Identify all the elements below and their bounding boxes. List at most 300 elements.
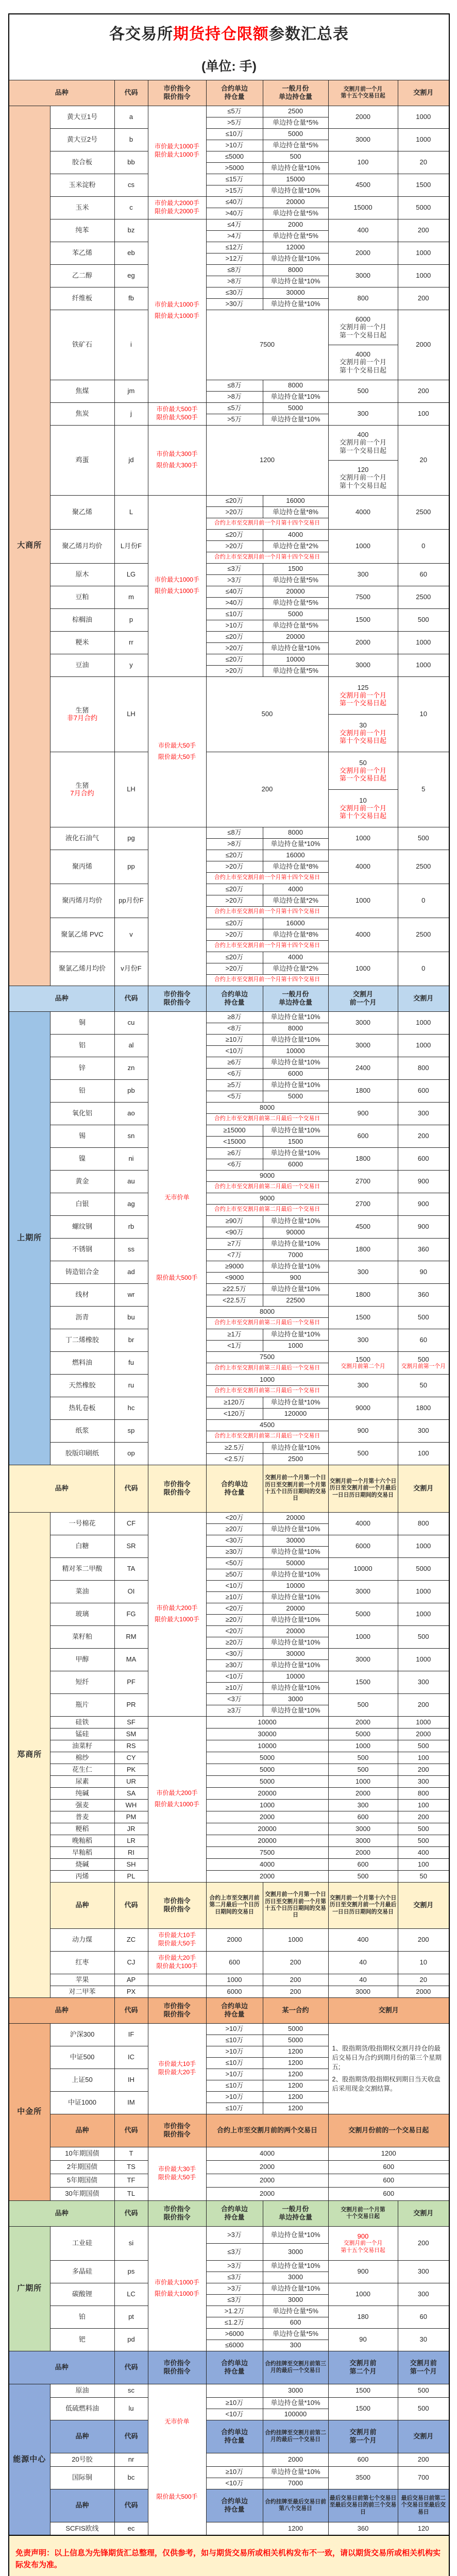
cell (206, 884, 263, 895)
cell-text: pp (127, 862, 135, 871)
cell-text: 60 (419, 570, 427, 579)
cell-text: 单边持仓量*5% (273, 141, 318, 149)
cell-text: ≥3万 (227, 1706, 242, 1715)
cell-text: 500 (290, 152, 301, 161)
cell-text: 1200 (288, 2104, 303, 2112)
cell-text: <7万 (227, 1251, 242, 1259)
cell (206, 1775, 328, 1787)
cell-text: 60 (419, 1336, 427, 1344)
cell-text: 交割月 (378, 2006, 399, 2014)
cell-text: 纯苯 (75, 226, 89, 234)
cell-text: 合约单边 (221, 2497, 248, 2505)
cell (263, 185, 328, 196)
cell (206, 1147, 263, 1159)
cell (50, 1261, 114, 1283)
cell-text: 900 (417, 1177, 429, 1185)
cell-text: 市价指令 (163, 84, 191, 92)
cell (50, 1079, 114, 1102)
cell (50, 1835, 114, 1846)
cell-text: 3000 (356, 1824, 370, 1833)
cell-text: 4000 (356, 350, 370, 358)
cell-text: 交割月前 (349, 2428, 377, 2436)
cell (114, 1283, 148, 1306)
cell-text: 200 (417, 294, 429, 302)
cell-text: 200 (417, 1701, 429, 1709)
cell (114, 287, 148, 310)
cell-text: 900 (357, 1109, 369, 1117)
cell-text: pp月份F (119, 896, 144, 905)
cell (114, 1835, 148, 1846)
cell (114, 1170, 148, 1193)
cell (114, 608, 148, 631)
cell-text: 单边持仓量*10% (270, 2284, 320, 2293)
cell-text: >5万 (227, 118, 242, 127)
cell (206, 1397, 263, 1408)
cell-text: 无市价单 (164, 2418, 190, 2426)
exchange-label-gfex (9, 2226, 50, 2351)
cell (50, 402, 114, 425)
cell-text: >20万 (225, 862, 244, 871)
cell-text: pb (127, 1087, 135, 1095)
cell (206, 1238, 263, 1249)
cell-text: 交割月前一个月第一个日历日至交割月前一个月第十五个日历日期间的交易日 (265, 1475, 326, 1502)
cell (50, 1057, 114, 1079)
cell (114, 151, 148, 174)
cell (206, 2035, 263, 2046)
cell-text: 100 (417, 1753, 429, 1761)
cell-text: 300 (357, 410, 369, 418)
cell-text: 棕榈油 (72, 616, 92, 624)
header-cell (206, 80, 263, 106)
cell (206, 1591, 263, 1603)
cell (263, 1159, 328, 1170)
cell (263, 2243, 328, 2260)
cell-text: bb (127, 158, 135, 166)
cell (206, 1091, 263, 1102)
cell-text: PK (126, 1765, 136, 1773)
cell (263, 506, 328, 518)
cell-text: 市价最大10手 (158, 1931, 196, 1939)
header-cell (50, 2114, 114, 2147)
cell (263, 1569, 328, 1580)
cell-text: 中金所 (17, 2107, 42, 2116)
cell-text: >8万 (227, 277, 242, 285)
cell-text: 500 (417, 1741, 429, 1750)
cell-text: 200 (290, 1975, 301, 1984)
cell-text: 5 (421, 785, 426, 793)
cell-text: 线材 (75, 1291, 89, 1299)
cell-text: 1000 (288, 1936, 303, 1944)
cell (398, 1823, 449, 1835)
cell (398, 1799, 449, 1811)
cell (263, 1614, 328, 1625)
cell-text: ZC (126, 1936, 136, 1944)
cell (263, 2023, 328, 2035)
cell (114, 1752, 148, 1764)
cell (114, 1011, 148, 1034)
cell-text: 持仓量 (224, 2505, 245, 2513)
cell (398, 1170, 449, 1193)
cell (206, 1159, 263, 1170)
cell (328, 654, 398, 676)
cell (206, 185, 263, 196)
cell (206, 1034, 263, 1045)
cell (50, 1775, 114, 1787)
cell (206, 1453, 263, 1465)
cell (263, 2226, 328, 2243)
header-cell (263, 2420, 328, 2453)
cell-text: 4000 (288, 531, 303, 539)
cell (328, 1261, 398, 1283)
cell (263, 1535, 328, 1546)
cell-text: 油菜籽 (72, 1741, 92, 1750)
cell (263, 1591, 328, 1603)
cell-text: LG (126, 570, 136, 579)
cell-text: 16000 (286, 497, 305, 505)
cell (206, 1569, 263, 1580)
cell-text: 600 (417, 1087, 429, 1095)
cell (398, 1787, 449, 1799)
cell (398, 402, 449, 425)
cell (206, 298, 263, 310)
cell-text: 单边持仓量 (278, 2213, 312, 2221)
cell (206, 665, 263, 676)
cell-text: 代码 (124, 1901, 138, 1909)
cell-text: >4万 (227, 232, 242, 240)
cell (206, 1603, 263, 1614)
cell-text: nr (128, 2455, 134, 2464)
cell-text: 500 (417, 1313, 429, 1321)
cell-text: 合约上市至交割月前一个月第十四个交易日 (214, 554, 320, 561)
cell-text: 5000 (260, 1777, 275, 1785)
cell-text: 50 (419, 1872, 427, 1880)
cell (328, 1716, 398, 1728)
cell (50, 1799, 114, 1811)
cell-text: 聚乙烯 (72, 508, 92, 516)
cell-text: p (129, 616, 133, 624)
cell (328, 2453, 398, 2466)
cell-text: bc (127, 2473, 135, 2482)
cell (114, 1034, 148, 1057)
cell-text: 2400 (356, 1064, 370, 1072)
cell-text: 4500 (356, 1223, 370, 1231)
cell (328, 495, 398, 529)
cell-text: 粳米 (75, 638, 89, 647)
cell-text: 单边持仓量*10% (270, 1330, 320, 1338)
cell-text: ao (127, 1109, 135, 1117)
cell-text: 品种 (55, 1484, 69, 1492)
cell-text: 十个交易日起 (346, 2213, 380, 2219)
cell-text: 交割月 (413, 1901, 434, 1909)
cell-text: 9000 (356, 1404, 370, 1412)
cell-text: 0 (421, 896, 426, 905)
cell (114, 219, 148, 242)
cell-text: 2700 (356, 1200, 370, 1208)
cell-text: 1000 (416, 113, 431, 121)
cell-text: 限价指令 (163, 998, 191, 1006)
cell (114, 1740, 148, 1752)
cell (398, 264, 449, 287)
cell-text: 300 (417, 1109, 429, 1117)
header-cell (148, 1465, 206, 1512)
cell (206, 1329, 263, 1340)
cell (206, 1580, 263, 1591)
cell-text: 交割月前第一个月 (401, 1363, 446, 1369)
cell-text: ≥2.5万 (224, 1444, 245, 1452)
cell-text: 3000 (356, 1836, 370, 1844)
header-cell (398, 1882, 449, 1928)
cell (398, 1648, 449, 1671)
cell-text: 碳酸锂 (72, 2290, 92, 2298)
cell-text: 动力煤 (72, 1936, 92, 1944)
cell (206, 654, 263, 665)
cell-text: 无市价单 (164, 1194, 190, 1201)
cell-text: 1000 (416, 249, 431, 257)
cell-text: CJ (127, 1958, 136, 1967)
cell-text: ≤8万 (227, 828, 242, 837)
cell (263, 1671, 328, 1682)
cell-text: 大商所 (17, 541, 42, 550)
cell (50, 2187, 114, 2200)
cell-text: >10万 (225, 2025, 244, 2033)
cell (263, 276, 328, 287)
cell (263, 140, 328, 151)
cell (50, 2023, 114, 2046)
cell (148, 676, 206, 827)
cell-text: 2000 (356, 1848, 370, 1856)
cell-text: 交割月前一个月第一个日历日至交割月前一个月第十五个日历日期间的交易日 (265, 1891, 326, 1919)
cell-text: 单边持仓量*5% (273, 232, 318, 240)
cell-text: 2500 (288, 1455, 303, 1463)
cell-text: 900 (357, 2232, 369, 2240)
cell (263, 1215, 328, 1227)
cell (50, 1374, 114, 1397)
cell-text: SF (127, 1718, 136, 1726)
cell-text: 上证50 (72, 2076, 93, 2084)
cell (50, 1283, 114, 1306)
header-cell (398, 2351, 449, 2384)
cell (206, 586, 263, 597)
cell (263, 1974, 328, 1986)
cell (114, 1693, 148, 1716)
cell-text: ≥30万 (225, 1661, 244, 1669)
header-cell (9, 2200, 114, 2226)
cell (50, 1671, 114, 1693)
cell-text: 交割月前一个月 (339, 358, 386, 366)
cell-text: 限价最大1000手 (155, 312, 199, 319)
cell-text: L (129, 508, 133, 516)
cell (263, 1442, 328, 1453)
cell-text: 市价指令 (163, 990, 191, 998)
cell (50, 264, 114, 287)
cell (398, 1034, 449, 1057)
cell-text: 限价指令 (163, 2130, 191, 2138)
cell-text: rr (129, 638, 133, 647)
cell-text: 限价指令 (163, 2213, 191, 2221)
cell-text: 1000 (416, 135, 431, 144)
cell (328, 1512, 398, 1535)
cell-text: 1200 (288, 2093, 303, 2101)
cell (114, 1261, 148, 1283)
cell (114, 827, 148, 850)
cell-text: 限价最大50手 (158, 1940, 196, 1947)
cell-text: 100000 (284, 2410, 307, 2418)
cell-text: 尿素 (75, 1777, 89, 1785)
cell (398, 676, 449, 752)
cell-text: 合约上市至交割月前第二月最后一个日历日期间的交易日 (209, 1894, 260, 1915)
cell (328, 2384, 398, 2397)
cell-text: T (129, 2149, 133, 2158)
cell-text: 10 (419, 1958, 427, 1967)
cell-text: br (128, 1336, 134, 1344)
header-cell (9, 80, 114, 106)
cell-text: LR (127, 1836, 136, 1844)
cell (206, 495, 263, 506)
cell-text: 沪深300 (70, 2030, 95, 2039)
cell-text: 600 (357, 1812, 369, 1821)
cell-text: 1、股指期货/股指期权交割月持仓的最后交易日为合约到期月份的第三个星期五; (332, 2044, 442, 2071)
cell-text: 第十个交易日起 (339, 812, 386, 820)
cell-text: fu (128, 1359, 134, 1367)
cell-text: 20000 (258, 1824, 277, 1833)
cell-text: 90 (419, 1268, 427, 1276)
cell-text: 100 (357, 158, 369, 166)
cell-text: 600 (417, 1155, 429, 1163)
cell (206, 2409, 263, 2420)
cell (328, 789, 398, 827)
cell-text: 限价指令 (163, 2367, 191, 2375)
header-cell (328, 2420, 398, 2453)
cell-text: >10万 (225, 2070, 244, 2078)
cell-text: 工业硅 (72, 2239, 92, 2247)
cell (328, 1057, 398, 1079)
cell (206, 1227, 263, 1238)
cell-text: ≤40万 (225, 198, 244, 206)
cell (206, 2522, 263, 2535)
cell (263, 1705, 328, 1716)
cell-text: 单边持仓量*10% (270, 2468, 320, 2476)
cell-text: 1000 (416, 1655, 431, 1664)
cell-text: 2700 (356, 1177, 370, 1185)
cell (398, 1811, 449, 1823)
cell-text: 2500 (416, 862, 431, 871)
cell (114, 2187, 148, 2200)
cell (206, 918, 263, 929)
cell (206, 2174, 328, 2187)
cell-text: 铅 (78, 1087, 86, 1095)
cell-text: AP (126, 1975, 136, 1984)
cell-text: ≤20万 (225, 953, 244, 961)
cell (398, 2328, 449, 2351)
cell (328, 1306, 398, 1329)
cell (206, 1363, 328, 1374)
cell (114, 1193, 148, 1215)
cell (398, 1728, 449, 1740)
header-cell (206, 1465, 263, 1512)
cell (398, 2453, 449, 2466)
cell (398, 1261, 449, 1283)
cell-text: 代码 (124, 2432, 138, 2440)
cell-text: <30万 (225, 1650, 244, 1658)
cell (206, 1846, 328, 1858)
cell-text: 1500 (288, 565, 303, 573)
cell (398, 1125, 449, 1147)
cell-text: 中证500 (70, 2053, 95, 2061)
cell-text: 一般月份 (282, 990, 309, 998)
cell-text: 纤维板 (72, 294, 92, 302)
cell (398, 2306, 449, 2328)
cell (148, 1716, 206, 1882)
cell (206, 2260, 263, 2272)
cell-text: 交割月前一个月 (339, 323, 386, 331)
cell (328, 1799, 398, 1811)
cell (114, 425, 148, 495)
cell (263, 380, 328, 391)
cell (263, 1986, 328, 1997)
cell (206, 230, 263, 242)
cell (263, 1249, 328, 1261)
cell-text: 2000 (260, 2190, 275, 2198)
exchange-label-czce (9, 1512, 50, 1997)
cell (50, 1329, 114, 1351)
cell (206, 151, 263, 162)
cell (206, 1625, 263, 1637)
exchange-label-cffex (9, 2023, 50, 2200)
header-cell (263, 80, 328, 106)
cell (148, 1986, 206, 1997)
cell (263, 540, 328, 552)
cell (398, 884, 449, 918)
cell-text: 合约单边 (221, 2428, 248, 2436)
cell (50, 654, 114, 676)
cell (114, 1125, 148, 1147)
cell-text: 限价最大1000手 (155, 1616, 199, 1623)
cell-text: 300 (357, 570, 369, 579)
cell (263, 174, 328, 185)
cell (206, 1419, 328, 1431)
cell-text: 合约单边 (221, 990, 248, 998)
cell-text: 125 (357, 683, 369, 691)
header-cell (9, 986, 114, 1011)
cell (206, 1535, 263, 1546)
cell (328, 608, 398, 631)
cell (206, 1974, 263, 1986)
cell-text: 4000 (356, 862, 370, 871)
cell (114, 1986, 148, 1997)
cell-text: 豆粕 (75, 593, 89, 601)
cell (263, 963, 328, 974)
cell-text: 4000 (356, 508, 370, 516)
header-cell (263, 2200, 328, 2226)
cell (328, 1974, 398, 1986)
cell-text: 400 (357, 431, 369, 438)
cell-text: 燃料油 (72, 1359, 92, 1367)
cell (398, 495, 449, 529)
cell-text: 500 (417, 2404, 429, 2413)
cell-text: <3万 (227, 1695, 242, 1703)
header-cell (114, 1465, 148, 1512)
cell (114, 1238, 148, 1261)
cell-text: eb (127, 249, 135, 257)
cell-text: 10000 (286, 1047, 305, 1055)
cell-text: 0 (421, 964, 426, 973)
cell-text: 2000 (260, 2163, 275, 2171)
cell-text: ≥1万 (227, 1330, 242, 1338)
cell (114, 563, 148, 586)
cell-text: m (128, 593, 134, 601)
cell-text: 瓶片 (75, 1701, 89, 1709)
cell-text: 市价最大300手 (156, 450, 198, 458)
